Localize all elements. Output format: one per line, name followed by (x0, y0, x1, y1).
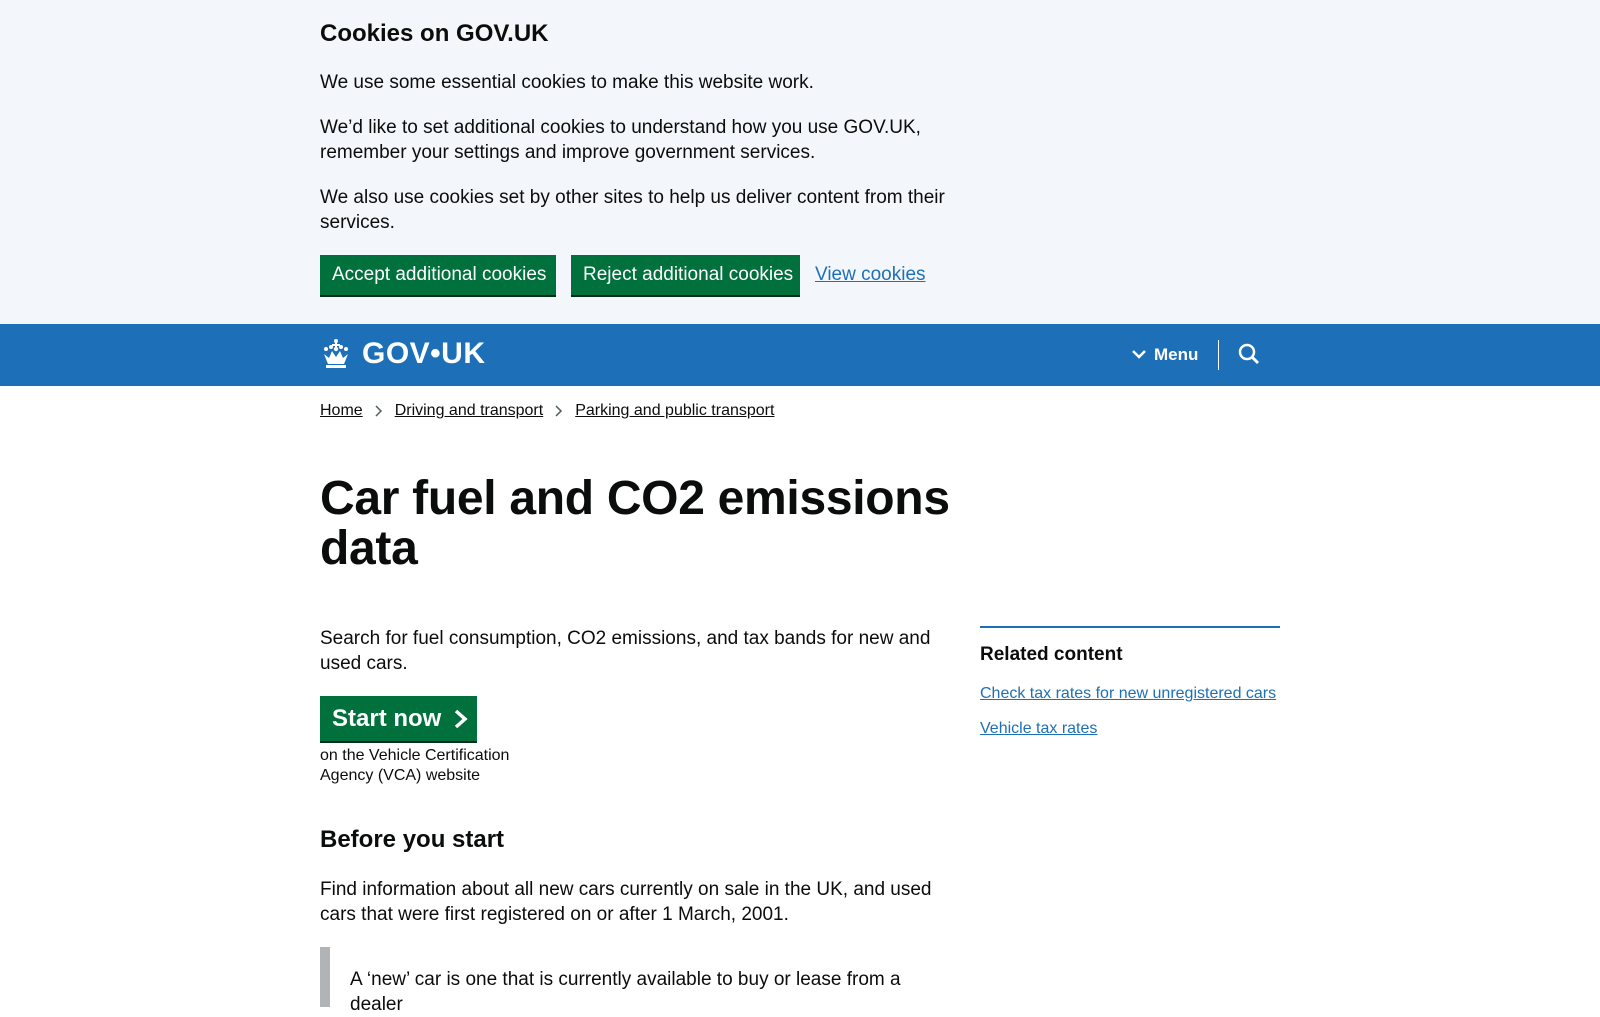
cookie-banner-title: Cookies on GOV.UK (320, 20, 549, 47)
cookie-banner-text-additional: We’d like to set additional cookies to understand how you use GOV.UK, remember your settings and improve government services. (320, 117, 921, 163)
cookie-banner (0, 0, 1600, 324)
before-you-start-heading: Before you start (320, 826, 505, 853)
lead-paragraph: Search for fuel consumption, CO2 emissions, and tax bands for new and used cars. (320, 628, 931, 674)
breadcrumb-home[interactable]: Home (320, 402, 363, 419)
accept-cookies-button[interactable]: Accept additional cookies (320, 255, 556, 295)
chevron-down-icon (1132, 350, 1146, 360)
search-button[interactable] (1238, 339, 1262, 369)
chevron-right-icon (375, 405, 383, 417)
logo-text: GOV•UK (362, 337, 486, 370)
page-title: Car fuel and CO2 emissions data (320, 472, 950, 575)
cookie-banner-actions (320, 255, 960, 295)
reject-cookies-button[interactable]: Reject additional cookies (571, 255, 800, 295)
site-header (0, 324, 1600, 386)
cookie-banner-text-essential: We use some essential cookies to make this website work. (320, 72, 814, 93)
chevron-right-icon (555, 405, 563, 417)
menu-button[interactable] (1132, 340, 1198, 370)
start-now-button[interactable] (320, 696, 477, 741)
search-icon (1238, 343, 1260, 365)
related-link-check-tax-rates[interactable]: Check tax rates for new unregistered cars (980, 685, 1277, 702)
crown-icon (320, 338, 352, 370)
cookie-banner-text-third-party: We also use cookies set by other sites to help us deliver content from their services. (320, 187, 945, 233)
before-you-start-text: Find information about all new cars currently on sale in the UK, and used cars that were first registered on or after 1 March, 2001. (320, 879, 932, 925)
breadcrumb-driving-and-transport[interactable]: Driving and transport (394, 402, 544, 419)
view-cookies-link[interactable]: View cookies (815, 264, 926, 285)
arrow-right-icon (453, 709, 469, 729)
related-content (980, 626, 1280, 737)
header-divider (1218, 340, 1219, 370)
start-now-label: Start now (332, 704, 442, 732)
related-link-vehicle-tax-rates[interactable]: Vehicle tax rates (980, 720, 1098, 737)
govuk-logo-link[interactable] (320, 336, 486, 372)
inset-text-content: A ‘new’ car is one that is currently available to buy or lease from a dealer (350, 969, 901, 1015)
start-button-note: on the Vehicle Certification Agency (VCA) website (320, 747, 510, 784)
breadcrumb (320, 400, 774, 422)
related-content-title: Related content (980, 644, 1123, 665)
inset-text (320, 947, 960, 1015)
menu-label: Menu (1154, 345, 1199, 364)
breadcrumb-parking-and-public-transport[interactable]: Parking and public transport (575, 402, 775, 419)
